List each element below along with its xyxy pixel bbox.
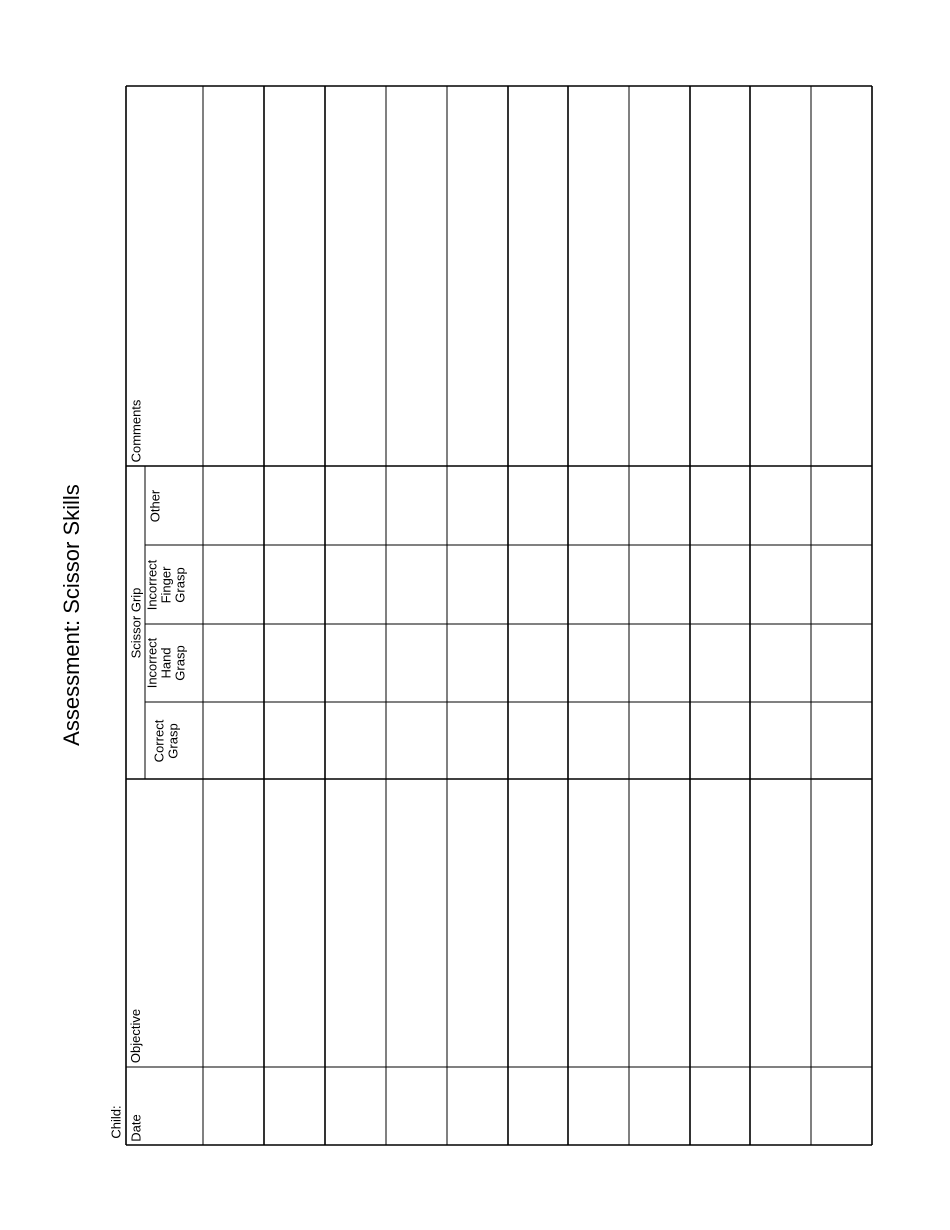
entry-cell-other[interactable]	[387, 467, 446, 544]
entry-cell-objective[interactable]	[448, 780, 507, 1066]
entry-cell-correct-grasp[interactable]	[326, 703, 385, 778]
header-incorrect-hand-grasp: Incorrect Hand Grasp	[143, 637, 187, 689]
entry-cell-incorrect-hand-grasp[interactable]	[387, 625, 446, 701]
entry-cell-date[interactable]	[630, 1068, 689, 1144]
entry-cell-incorrect-hand-grasp[interactable]	[630, 625, 689, 701]
entry-cell-incorrect-finger-grasp[interactable]	[265, 546, 324, 623]
entry-cell-date[interactable]	[751, 1068, 810, 1144]
entry-cell-date[interactable]	[509, 1068, 567, 1144]
entry-cell-correct-grasp[interactable]	[265, 703, 324, 778]
entry-cell-date[interactable]	[569, 1068, 628, 1144]
entry-cell-objective[interactable]	[812, 780, 871, 1066]
entry-cell-correct-grasp[interactable]	[509, 703, 567, 778]
entry-cell-date[interactable]	[448, 1068, 507, 1144]
entry-cell-date[interactable]	[691, 1068, 749, 1144]
entry-cell-objective[interactable]	[751, 780, 810, 1066]
entry-cell-comments[interactable]	[691, 87, 749, 465]
entry-cell-other[interactable]	[204, 467, 263, 544]
entry-cell-other[interactable]	[509, 467, 567, 544]
entry-cell-comments[interactable]	[448, 87, 507, 465]
entry-cell-objective[interactable]	[326, 780, 385, 1066]
entry-cell-date[interactable]	[326, 1068, 385, 1144]
entry-cell-date[interactable]	[387, 1068, 446, 1144]
entry-cell-comments[interactable]	[569, 87, 628, 465]
entry-cell-comments[interactable]	[326, 87, 385, 465]
entry-cell-other[interactable]	[812, 467, 871, 544]
entry-cell-correct-grasp[interactable]	[204, 703, 263, 778]
entry-cell-incorrect-finger-grasp[interactable]	[204, 546, 263, 623]
entry-cell-other[interactable]	[326, 467, 385, 544]
entry-cell-incorrect-finger-grasp[interactable]	[691, 546, 749, 623]
entry-cell-comments[interactable]	[630, 87, 689, 465]
entry-cell-other[interactable]	[569, 467, 628, 544]
entry-cell-incorrect-hand-grasp[interactable]	[326, 625, 385, 701]
entry-cell-incorrect-hand-grasp[interactable]	[509, 625, 567, 701]
entry-cell-other[interactable]	[448, 467, 507, 544]
entry-cell-incorrect-hand-grasp[interactable]	[812, 625, 871, 701]
entry-cell-correct-grasp[interactable]	[387, 703, 446, 778]
entry-cell-objective[interactable]	[691, 780, 749, 1066]
entry-cell-objective[interactable]	[630, 780, 689, 1066]
entry-cell-incorrect-hand-grasp[interactable]	[265, 625, 324, 701]
entry-cell-comments[interactable]	[387, 87, 446, 465]
header-incorrect-finger-grasp: Incorrect Finger Grasp	[143, 559, 187, 610]
entry-cell-incorrect-finger-grasp[interactable]	[569, 546, 628, 623]
entry-cell-objective[interactable]	[569, 780, 628, 1066]
entry-cell-correct-grasp[interactable]	[751, 703, 810, 778]
entry-cell-date[interactable]	[204, 1068, 263, 1144]
entry-cell-incorrect-hand-grasp[interactable]	[691, 625, 749, 701]
entry-cell-correct-grasp[interactable]	[569, 703, 628, 778]
entry-cell-correct-grasp[interactable]	[812, 703, 871, 778]
entry-cell-comments[interactable]	[751, 87, 810, 465]
entry-cell-incorrect-hand-grasp[interactable]	[204, 625, 263, 701]
entry-cell-comments[interactable]	[265, 87, 324, 465]
entry-cell-objective[interactable]	[509, 780, 567, 1066]
entry-cell-objective[interactable]	[387, 780, 446, 1066]
entry-cell-comments[interactable]	[812, 87, 871, 465]
entry-cell-incorrect-finger-grasp[interactable]	[812, 546, 871, 623]
entry-cell-incorrect-finger-grasp[interactable]	[326, 546, 385, 623]
entry-cell-incorrect-finger-grasp[interactable]	[630, 546, 689, 623]
entry-cell-correct-grasp[interactable]	[630, 703, 689, 778]
header-correct-grasp: Correct Grasp	[150, 719, 180, 762]
entry-cell-incorrect-finger-grasp[interactable]	[509, 546, 567, 623]
entry-cell-objective[interactable]	[265, 780, 324, 1066]
header-scissor-grip: Scissor Grip	[127, 587, 143, 658]
entry-cell-other[interactable]	[630, 467, 689, 544]
entry-cell-incorrect-hand-grasp[interactable]	[448, 625, 507, 701]
entry-cell-other[interactable]	[691, 467, 749, 544]
header-date: Date	[128, 1113, 144, 1142]
entry-cell-objective[interactable]	[204, 780, 263, 1066]
entry-cell-incorrect-finger-grasp[interactable]	[448, 546, 507, 623]
entry-cell-other[interactable]	[265, 467, 324, 544]
entry-cell-incorrect-hand-grasp[interactable]	[569, 625, 628, 701]
entry-cell-incorrect-finger-grasp[interactable]	[387, 546, 446, 623]
entry-cell-date[interactable]	[265, 1068, 324, 1144]
entry-cell-comments[interactable]	[204, 87, 263, 465]
entry-cell-incorrect-finger-grasp[interactable]	[751, 546, 810, 623]
header-comments: Comments	[127, 399, 143, 462]
page-title: Assessment: Scissor Skills	[59, 484, 84, 746]
entry-cell-comments[interactable]	[509, 87, 567, 465]
entry-cell-correct-grasp[interactable]	[448, 703, 507, 778]
entry-cell-date[interactable]	[812, 1068, 871, 1144]
child-label: Child:	[108, 1105, 124, 1139]
header-other: Other	[146, 489, 162, 522]
entry-cell-correct-grasp[interactable]	[691, 703, 749, 778]
entry-cell-other[interactable]	[751, 467, 810, 544]
entry-cell-incorrect-hand-grasp[interactable]	[751, 625, 810, 701]
header-objective: Objective	[128, 1008, 144, 1064]
